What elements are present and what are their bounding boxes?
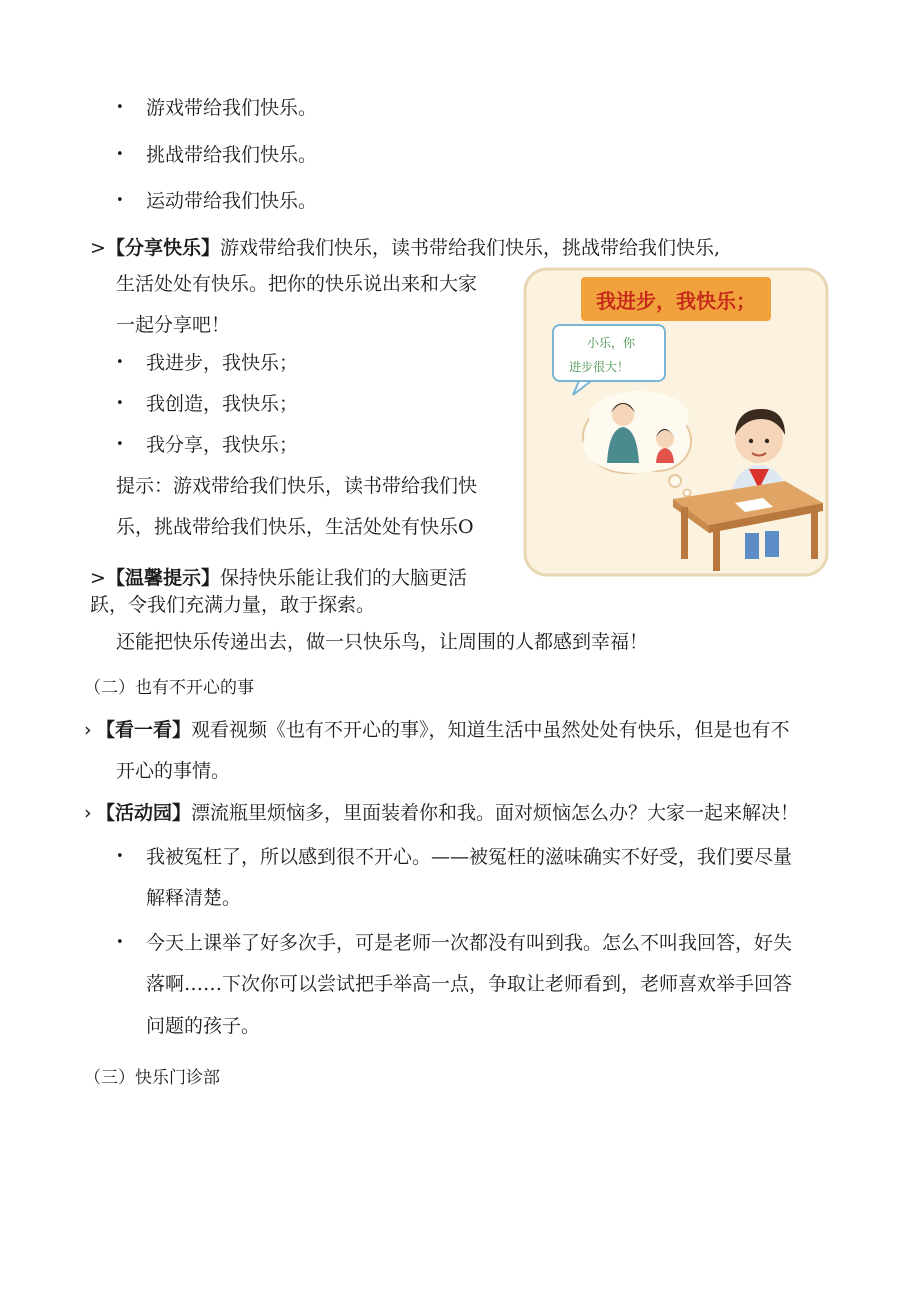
- warm-tag: 【温馨提示】: [106, 567, 221, 589]
- warm-paragraph-line1: [106, 566, 467, 590]
- bullet-text-challenge: 挑战带给我们快乐。: [146, 144, 318, 166]
- bullet-icon: •: [116, 849, 124, 864]
- activity-item2-line2: 落啊……下次你可以尝试把手举高一点，争取让老师看到，老师喜欢举手回答: [146, 973, 793, 995]
- activity-paragraph: [96, 801, 799, 825]
- bullet-icon: •: [116, 100, 124, 115]
- banner-title: 我进步，我快乐；: [596, 289, 756, 313]
- hint-line1: 提示：游戏带给我们快乐，读书带给我们快: [116, 475, 478, 497]
- watch-tag: 【看一看】: [96, 719, 192, 741]
- activity-tag: 【活动园】: [96, 802, 192, 824]
- bullet-icon: •: [116, 147, 124, 162]
- share-tag: 【分享快乐】: [106, 237, 221, 259]
- share-paragraph-line1: [106, 236, 720, 260]
- arrow-marker-icon: >: [90, 567, 106, 589]
- bubble-text-line1: 小乐，你: [586, 336, 636, 350]
- warm-paragraph-line3: 还能把快乐传递出去，做一只快乐鸟，让周围的人都感到幸福！: [116, 631, 649, 653]
- share-bullet-progress: 我进步，我快乐；: [146, 352, 299, 374]
- bubble-text-line2: 进步很大！: [568, 360, 630, 374]
- bullet-icon: •: [116, 437, 124, 452]
- hint-line2: 乐，挑战带给我们快乐，生活处处有快乐O: [116, 516, 474, 538]
- arrow-marker-icon: >: [90, 237, 106, 259]
- activity-item1-line2: 解释清楚。: [146, 887, 242, 909]
- share-text: 游戏带给我们快乐，读书带给我们快乐，挑战带给我们快乐,: [220, 237, 721, 259]
- bullet-text-sports: 运动带给我们快乐。: [146, 190, 318, 212]
- chevron-marker-icon: ›: [84, 802, 92, 824]
- watch-paragraph-line1: [96, 718, 790, 742]
- bullet-icon: •: [116, 935, 124, 950]
- section-title-unhappy: （二）也有不开心的事: [84, 678, 254, 698]
- activity-item2-line3: 问题的孩子。: [146, 1015, 261, 1037]
- share-paragraph-line3: 一起分享吧！: [116, 314, 231, 336]
- bullet-icon: •: [116, 193, 124, 208]
- activity-text: 漂流瓶里烦恼多，里面装着你和我。面对烦恼怎么办？大家一起来解决！: [191, 802, 800, 824]
- watch-text: 观看视频《也有不开心的事》，知道生活中虽然处处有快乐，但是也有不: [191, 719, 790, 741]
- activity-item1-line1: 我被冤枉了，所以感到很不开心。——被冤枉的滋味确实不好受，我们要尽量: [146, 846, 793, 868]
- share-bullet-share: 我分享，我快乐；: [146, 434, 299, 456]
- warm-paragraph-line2: 跃，令我们充满力量，敢于探索。: [90, 594, 376, 616]
- share-paragraph-line2: 生活处处有快乐。把你的快乐说出来和大家: [116, 273, 478, 295]
- classroom-illustration: [523, 267, 829, 577]
- activity-item2-line1: 今天上课举了好多次手，可是老师一次都没有叫到我。怎么不叫我回答，好失: [146, 932, 793, 954]
- warm-text: 保持快乐能让我们的大脑更活: [220, 567, 468, 589]
- bullet-icon: •: [116, 355, 124, 370]
- chevron-marker-icon: ›: [84, 719, 92, 741]
- section-title-clinic: （三）快乐门诊部: [84, 1068, 220, 1088]
- bullet-icon: •: [116, 396, 124, 411]
- share-bullet-create: 我创造，我快乐；: [146, 393, 299, 415]
- bullet-text-games: 游戏带给我们快乐。: [146, 97, 318, 119]
- watch-paragraph-line2: 开心的事情。: [116, 760, 231, 782]
